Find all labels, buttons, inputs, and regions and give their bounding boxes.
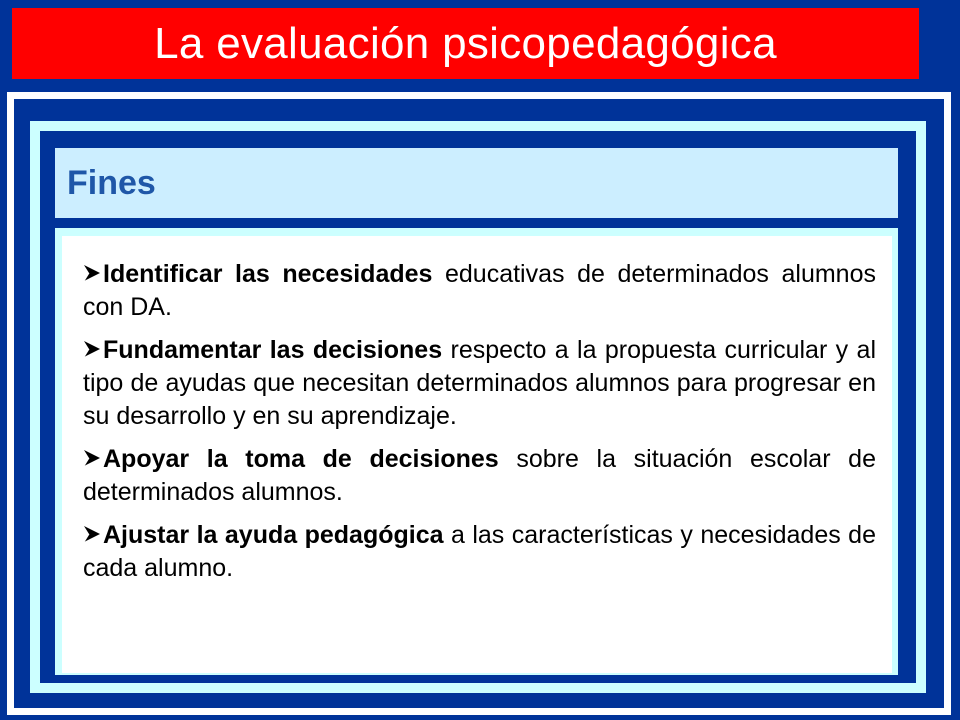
arrow-bullet-icon xyxy=(83,264,102,282)
arrow-bullet-icon xyxy=(83,340,102,358)
slide-title: La evaluación psicopedagógica xyxy=(154,18,777,68)
bullet-item xyxy=(83,258,876,324)
section-header xyxy=(55,148,898,218)
bullet-text: respecto a la propuesta curricular y al tipo de ayudas que necesitan determinados alumnos para progresar en su desarrollo y en su aprendizaje. xyxy=(83,336,876,430)
bullet-text: sobre la situación escolar de determinados alumnos. xyxy=(83,445,876,506)
arrow-bullet-icon xyxy=(83,449,102,467)
arrow-bullet-icon xyxy=(83,525,102,543)
bullet-item xyxy=(83,443,876,509)
bullet-item xyxy=(83,519,876,585)
bullet-text: a las características y necesidades de cada alumno. xyxy=(83,521,876,582)
bullet-bold-text: Apoyar la toma de decisiones xyxy=(103,445,499,473)
section-title: Fines xyxy=(67,163,156,202)
bullet-text: educativas de determinados alumnos con DA. xyxy=(83,260,876,321)
bullet-bold-text: Fundamentar las decisiones xyxy=(103,336,443,364)
title-bar xyxy=(12,8,919,79)
bullet-item xyxy=(83,334,876,433)
bullet-bold-text: Ajustar la ayuda pedagógica xyxy=(103,521,444,549)
bullet-bold-text: Identificar las necesidades xyxy=(103,260,433,288)
bullet-list xyxy=(83,258,876,595)
